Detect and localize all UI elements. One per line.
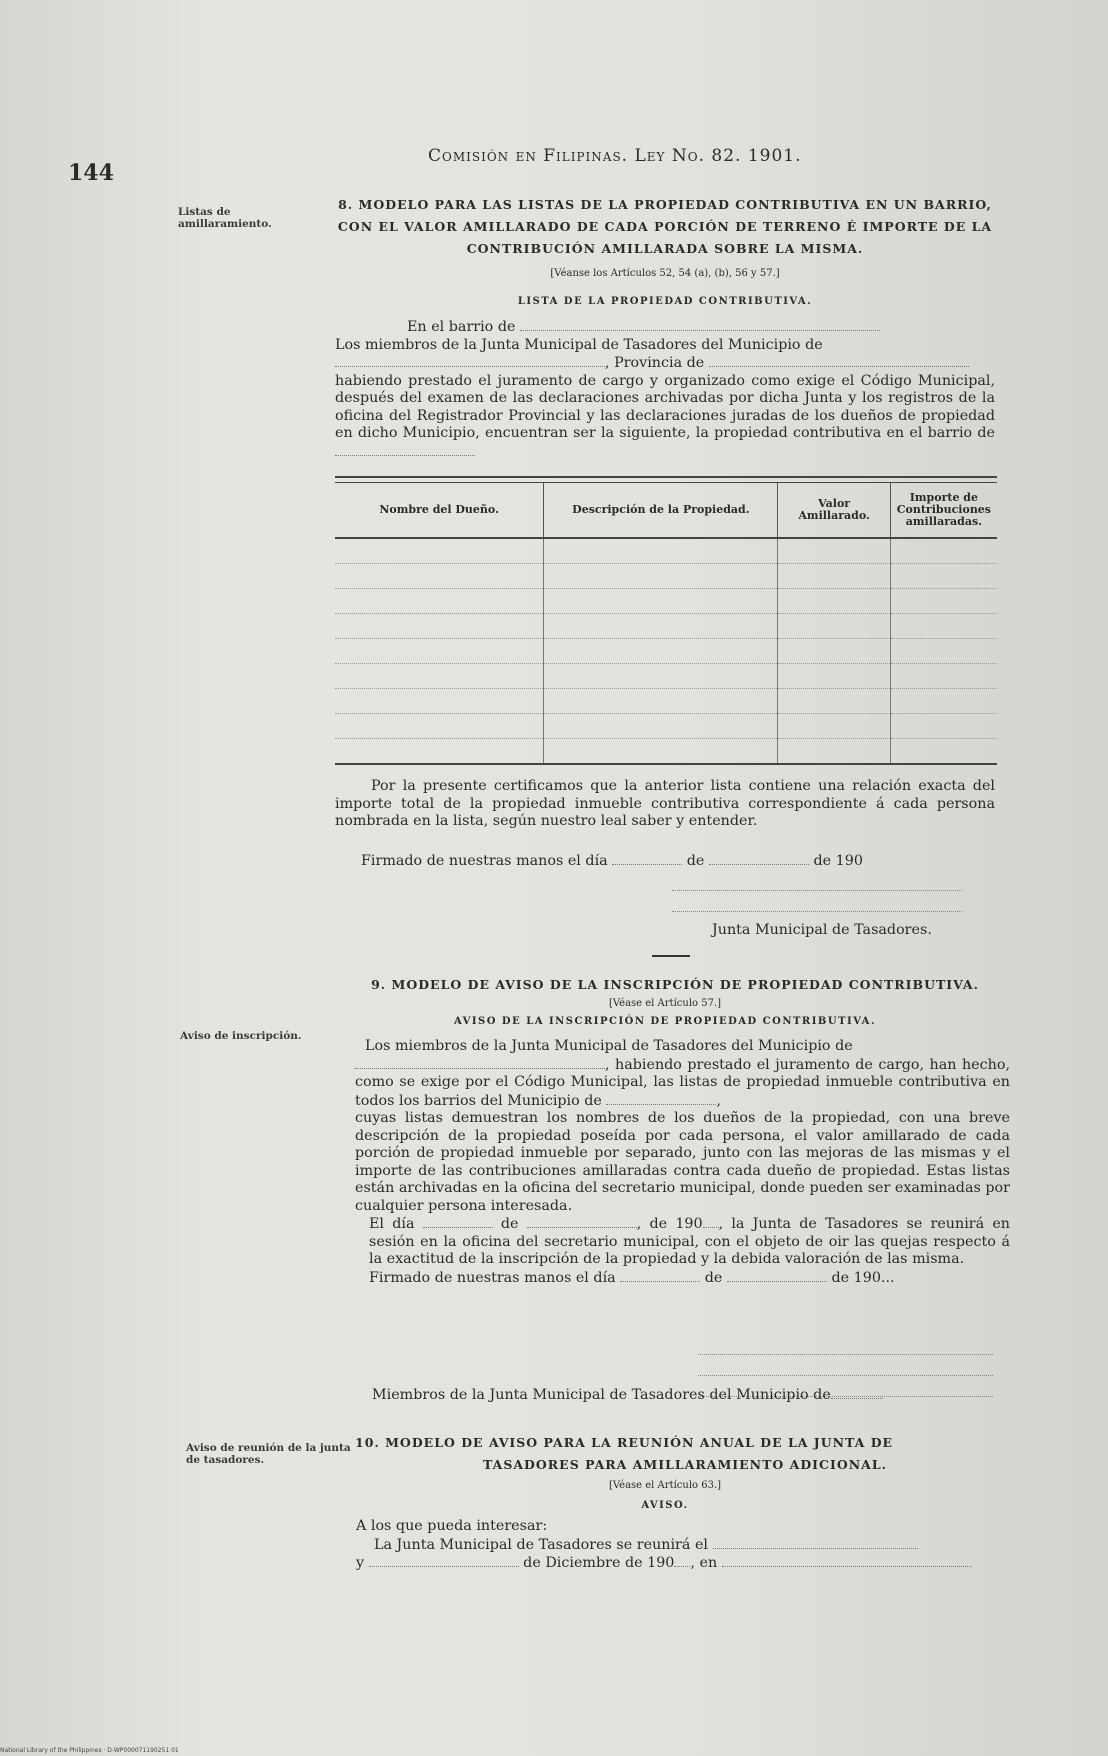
signed-text: Firmado de nuestras manos el día (361, 853, 608, 869)
property-table-frame (335, 476, 997, 765)
col-owner: Nombre del Dueño. (335, 483, 544, 538)
body-text: , la Junta de Tasadores se reunirá en sesión en la oficina del secretario municipal, con el objeto de oir las quejas respecto á la exactitud de la inscripción de la propiedad y la debida valoración de las misma. (369, 1216, 1011, 1267)
signed-text: Firmado de nuestras manos el día (369, 1269, 616, 1286)
body-line-1 (355, 1038, 1010, 1056)
margin-note-9: Aviso de inscripción. (180, 1030, 302, 1042)
body-text: El día (369, 1216, 415, 1232)
property-table (335, 483, 997, 765)
body-line-2: , habiendo prestado el juramento de cargo, han hecho, como se exige por el Código Municipal, las listas de propiedad inmueble contributiva en todos los barrios del Municipio de , (355, 1056, 1010, 1109)
body-text: cuyas listas demuestran los nombres de los dueños de la propiedad, con una breve descripción de la propiedad poseída por cada persona, el valor amillarado de cada porción de propiedad inmueble por separado, junto con las mejoras de las mismas y el importe de las contribuciones amillaradas contra cada dueño de propiedad. Estas listas están archivadas en la oficina del secretario municipal, donde pueden ser examinadas por cualquier persona interesada. (355, 1110, 1010, 1214)
municipio-blank-2 (606, 1092, 716, 1105)
municipio-blank (355, 1056, 605, 1069)
table-row (335, 639, 997, 664)
barrio-label: En el barrio de (407, 319, 516, 335)
section-8-reference: [Véanse los Artículos 52, 54 (a), (b), 56 y 57.] (550, 268, 780, 279)
section-9-title: 9. MODELO DE AVISO DE LA INSCRIPCIÓN DE PROPIEDAD CONTRIBUTIVA. (371, 977, 979, 992)
body-text: Los miembros de la Junta Municipal de Tasadores del Municipio de (365, 1038, 853, 1054)
section-10-title-2: TASADORES PARA AMILLARAMIENTO ADICIONAL. (483, 1457, 887, 1472)
barrio-blank-2 (335, 443, 475, 456)
body-text: La Junta Municipal de Tasadores se reunirá el (374, 1536, 708, 1553)
salutation: A los que pueda interesar: (356, 1518, 548, 1534)
date-blank (713, 1536, 918, 1549)
section-8-junta: Junta Municipal de Tasadores. (712, 922, 932, 938)
members-text: Miembros de la Junta Municipal de Tasadores del Municipio de (372, 1387, 831, 1403)
body-text: , en (690, 1555, 718, 1571)
section-10-title-1: 10. MODELO DE AVISO PARA LA REUNIÓN ANUAL DE LA JUNTA DE (355, 1435, 894, 1450)
body-text: , habiendo prestado el juramento de cargo, han hecho, como se exige por el Código Municipal, las listas de propiedad inmueble contributiva en todos los barrios del Municipio de (355, 1056, 1010, 1109)
body-text: habiendo prestado el juramento de cargo y organizado como exige el Código Municipal, después del examen de las declaraciones archivadas por dicha Junta y los registros de la oficina del Registrador Provincial y las declaraciones juradas de los dueños de propiedad en dicho Municipio, encuentran ser la siguiente, la propiedad contributiva en el barrio de (335, 372, 995, 441)
section-8-body (335, 318, 995, 461)
barrio-line (335, 318, 995, 337)
section-10-subtitle: AVISO. (641, 1500, 689, 1511)
body-text: Los miembros de la Junta Municipal de Tasadores del Municipio de (335, 336, 823, 353)
day-blank (423, 1215, 493, 1228)
month-blank (709, 852, 809, 865)
day-blank (369, 1554, 519, 1567)
signature-line (698, 1355, 993, 1376)
section-10-body (356, 1518, 1011, 1573)
signed-text: de (704, 1269, 723, 1286)
place-blank (722, 1554, 972, 1567)
provincia-blank (709, 354, 969, 367)
body-text: de Diciembre de 190 (523, 1555, 675, 1571)
running-head: Comisión en Filipinas. Ley No. 82. 1901. (428, 146, 802, 166)
section-10-reference: [Véase el Artículo 63.] (608, 1480, 722, 1491)
body-text: de (500, 1216, 519, 1232)
body-line-3 (335, 373, 995, 462)
section-9-reference: [Véase el Artículo 57.] (608, 998, 722, 1009)
signature-line (672, 891, 962, 912)
margin-note-10: Aviso de reunión de la junta de tasadores. (186, 1442, 351, 1466)
table-row (335, 614, 997, 639)
body-text: y (356, 1555, 365, 1571)
section-8-certify: Por la presente certificamos que la anterior lista contiene una relación exacta del importe total de la propiedad inmueble contributiva correspondiente á cada persona nombrada en la lista, según nuestro leal saber y entender. (335, 778, 995, 829)
month-blank (727, 1269, 827, 1282)
col-value: Valor Amillarado. (778, 483, 890, 538)
body-line-4 (355, 1215, 1010, 1269)
body-line-3 (355, 1110, 1010, 1215)
signed-text: de 190 (813, 853, 863, 869)
day-blank (620, 1269, 700, 1282)
section-9-body (355, 1038, 1010, 1287)
source-footer: National Library of the Philippines · D-WP000071190251 01 (0, 1747, 179, 1754)
barrio-blank (520, 318, 880, 331)
year-blank (703, 1215, 719, 1228)
month-blank (527, 1215, 637, 1228)
table-header-row (335, 483, 997, 538)
body-text: , de 190 (636, 1216, 703, 1232)
signature-line (672, 870, 962, 891)
col-description: Descripción de la Propiedad. (544, 483, 778, 538)
body-line-2 (335, 354, 995, 373)
col-contribution: Importe de Contribuciones amillaradas. (890, 483, 997, 538)
body-line-1 (335, 337, 995, 355)
year-blank (674, 1554, 690, 1567)
table-row (335, 589, 997, 614)
section-8-title: 8. MODELO PARA LAS LISTAS DE LA PROPIEDAD CONTRIBUTIVA EN UN BARRIO, CON EL VALOR AMILLARADO DE CADA PORCIÓN DE TERRENO É IMPORTE DE LA CONTRIBUCIÓN AMILLARADA SOBRE LA MISMA. (337, 197, 993, 256)
section-8-signed (335, 852, 1021, 871)
day-blank (612, 852, 682, 865)
body-line-5 (355, 1269, 1010, 1288)
section-divider (652, 955, 690, 957)
municipio-blank (335, 354, 605, 367)
signed-text: de (686, 853, 705, 869)
section-8-subtitle: LISTA DE LA PROPIEDAD CONTRIBUTIVA. (517, 296, 813, 307)
body-line-1 (356, 1536, 1011, 1555)
body-line-2 (356, 1554, 1011, 1573)
municipio-blank (831, 1386, 883, 1399)
signature-line (698, 1334, 993, 1355)
table-row (335, 714, 997, 739)
page-number: 144 (68, 160, 114, 186)
signed-text: de 190... (831, 1269, 895, 1286)
signature-lines-8 (672, 870, 962, 912)
table-row (335, 538, 997, 564)
body-text: , Provincia de (605, 355, 705, 371)
margin-note-8: Listas de amillaramiento. (178, 206, 272, 230)
table-row (335, 689, 997, 714)
section-9-members (372, 1386, 1012, 1405)
table-row (335, 564, 997, 589)
table-row (335, 664, 997, 689)
section-9-subtitle: AVISO DE LA INSCRIPCIÓN DE PROPIEDAD CONTRIBUTIVA. (454, 1016, 876, 1027)
table-row (335, 739, 997, 765)
